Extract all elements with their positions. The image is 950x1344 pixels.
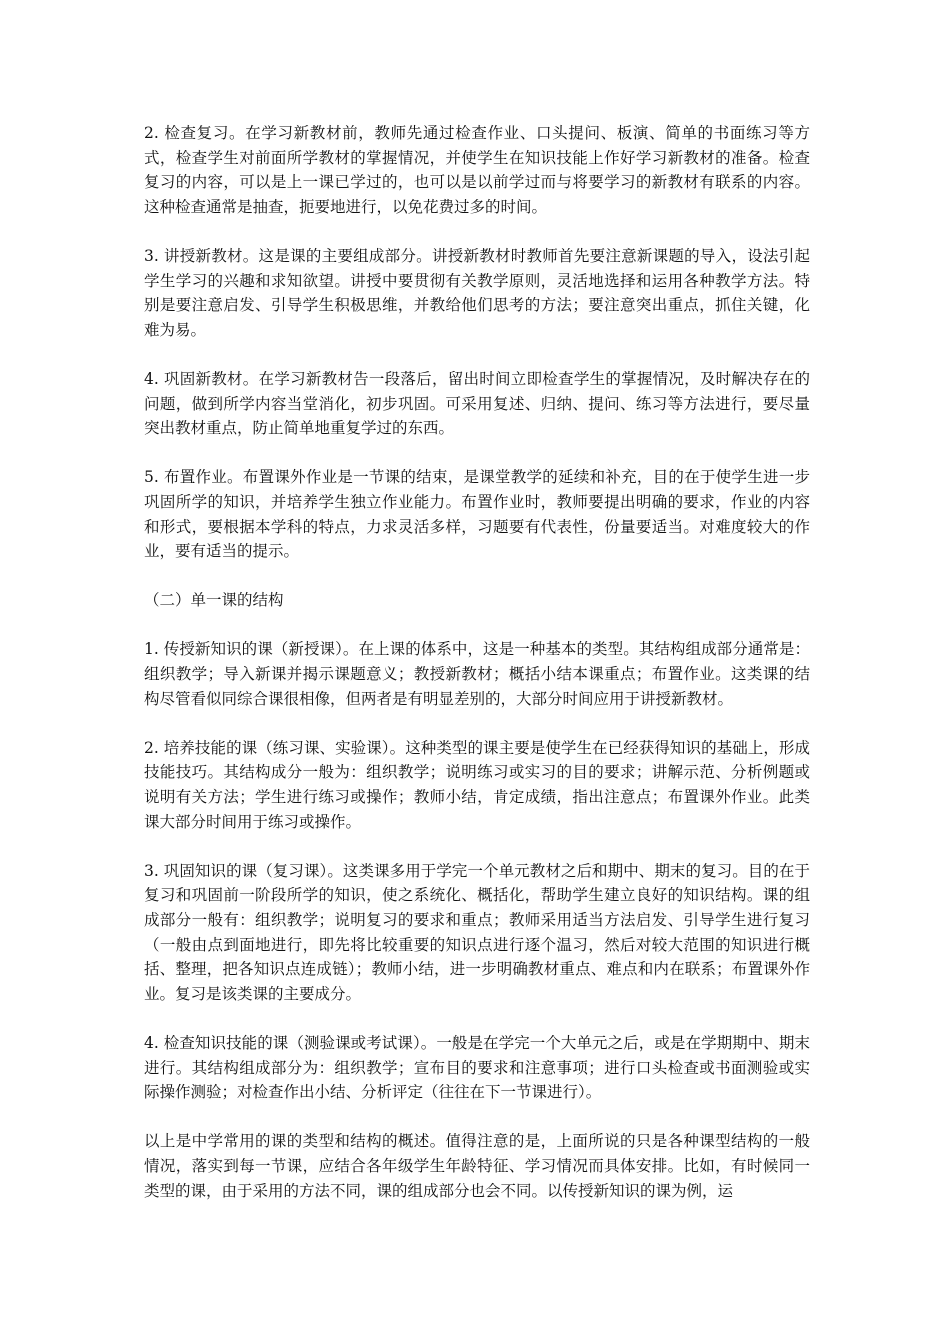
paragraph-review: 2. 检查复习。在学习新教材前，教师先通过检查作业、口头提问、板演、简单的书面练习等方式，检查学生对前面所学教材的掌握情况，并使学生在知识技能上作好学习新教材的准备。检查复习的内容，可以是上一课已学过的，也可以是以前学过而与将要学习的新教材有联系的内容。这种检查通常是抽查，扼要地进行，以免花费过多的时间。 [144, 124, 810, 216]
paragraph-skill: 2. 培养技能的课（练习课、实验课）。这种类型的课主要是使学生在已经获得知识的基础上，形成技能技巧。其结构成分一般为：组织教学；说明练习或实习的目的要求；讲解示范、分析例题或说明有关方法；学生进行练习或操作；教师小结，肯定成绩，指出注意点；布置课外作业。此类课大部分时间用于练习或操作。 [144, 738, 810, 831]
document-page [144, 121, 810, 1228]
paragraph-teach-new: 3. 讲授新教材。这是课的主要组成部分。讲授新教材时教师首先要注意新课题的导入，设法引起学生学习的兴趣和求知欲望。讲授中要贯彻有关教学原则，灵活地选择和运用各种教学方法。特别是要注意启发、引导学生积极思维，并教给他们思考的方法；要注意突出重点，抓住关键，化难为易。 [144, 246, 810, 339]
section-heading: （二）单一课的结构 [144, 591, 284, 610]
paragraph-test-class: 4. 检查知识技能的课（测验课或考试课）。一般是在学完一个大单元之后，或是在学期期中、期末进行。其结构组成部分为：组织教学；宣布目的要求和注意事项；进行口头检查或书面测验或实际操作测验；对检查作出小结、分析评定（往往在下一节课进行）。 [144, 1033, 810, 1102]
paragraph-consolidate: 4. 巩固新教材。在学习新教材告一段落后，留出时间立即检查学生的掌握情况，及时解决存在的问题，做到所学内容当堂消化，初步巩固。可采用复述、归纳、提问、练习等方法进行，要尽量突出教材重点，防止简单地重复学过的东西。 [144, 369, 810, 438]
paragraph-review-class: 3. 巩固知识的课（复习课）。这类课多用于学完一个单元教材之后和期中、期末的复习。目的在于复习和巩固前一阶段所学的知识，使之系统化、概括化，帮助学生建立良好的知识结构。课的组成部分一般有：组织教学；说明复习的要求和重点；教师采用适当方法启发、引导学生进行复习（一般由点到面地进行，即先将比较重要的知识点进行逐个温习，然后对较大范围的知识进行概括、整理，把各知识点连成链）；教师小结，进一步明确教材重点、难点和内在联系；布置课外作业。复习是该类课的主要成分。 [144, 861, 810, 1003]
paragraph-new-knowledge: 1. 传授新知识的课（新授课）。在上课的体系中，这是一种基本的类型。其结构组成部分通常是：组织教学；导入新课并揭示课题意义；教授新教材；概括小结本课重点；布置作业。这类课的结构尽管看似同综合课很相像，但两者是有明显差别的，大部分时间应用于讲授新教材。 [144, 640, 810, 708]
paragraph-homework: 5. 布置作业。布置课外作业是一节课的结束，是课堂教学的延续和补充，目的在于使学生进一步巩固所学的知识，并培养学生独立作业能力。布置作业时，教师要提出明确的要求，作业的内容和形式，要根据本学科的特点，力求灵活多样，习题要有代表性，份量要适当。对难度较大的作业，要有适当的提示。 [144, 468, 810, 561]
paragraph-summary: 以上是中学常用的课的类型和结构的概述。值得注意的是，上面所说的只是各种课型结构的一般情况，落实到每一节课，应结合各年级学生年龄特征、学习情况而具体安排。比如，有时候同一类型的课，由于采用的方法不同，课的组成部分也会不同。以传授新知识的课为例，运 [144, 1132, 810, 1200]
